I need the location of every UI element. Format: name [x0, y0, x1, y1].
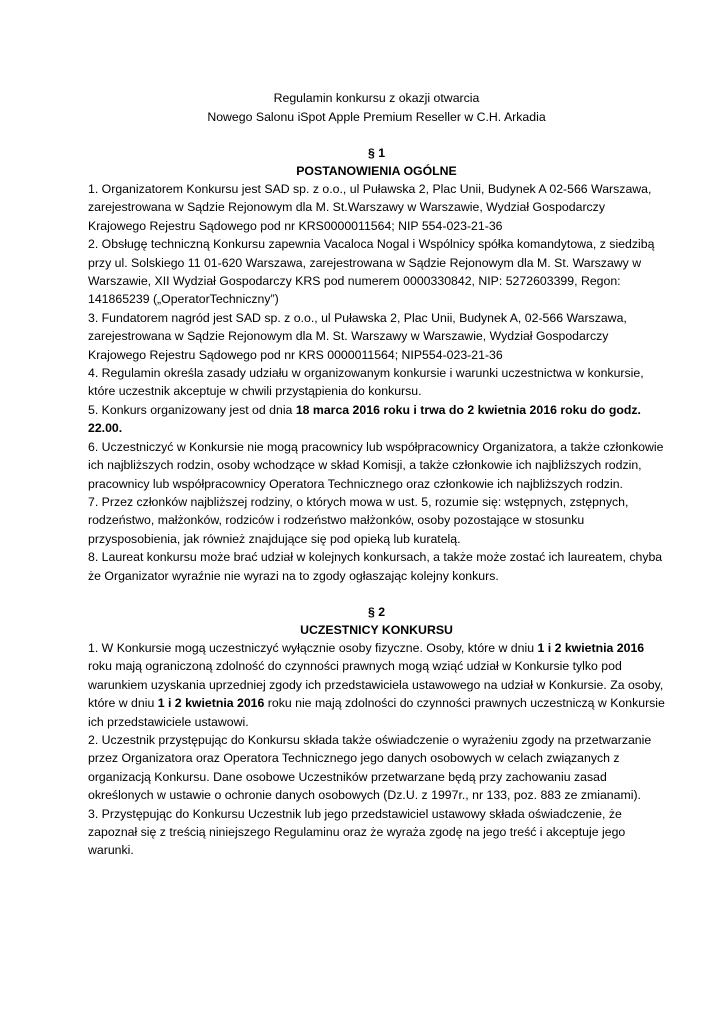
paragraph-text: roku mają ograniczoną zdolność do czynności prawnych mogą wziąć udział w Konkursie tylko pod warunkiem uzyskania uprzedniej zgody ich przedstawiciela ustawowego na udział w Konkursie. Za osoby, które w dniu — [88, 659, 664, 711]
section-1-heading: POSTANOWIENIA OGÓLNE — [296, 164, 457, 178]
section-1-paragraph-3: 3. Fundatorem nagród jest SAD sp. z o.o., ul Puławska 2, Plac Unii, Budynek A, 02-566 Warszawa, zarejestrowana w Sądzie Rejonowym dla M. St. Warszawy w Warszawie, Wydział Gospodarczy Krajowego Rejestru Sądowego pod nr KRS 0000011564; NIP554-023-21-36 — [88, 310, 627, 362]
section-1-number: § 1 — [367, 146, 386, 160]
section-1-paragraph-5 — [88, 401, 665, 438]
section-1-paragraph-2: 2. Obsługę techniczną Konkursu zapewnia Vacaloca Nogal i Wspólnicy spółka komandytowa, z siedzibą przy ul. Solskiego 11 01-620 Warszawa, zarejestrowana w Sądzie Rejonowym dla M. St. Warszawy w Warszawie, XII Wydział Gospodarczy KRS pod numerem 0000330842, NIP: 5272603399, Regon: 141865239 („OperatorTechniczny”) — [88, 237, 655, 307]
title-line-1: Regulamin konkursu z okazji otwarcia — [273, 91, 480, 105]
paragraph-text: roku nie mają zdolności do czynności prawnych uczestniczą w Konkursie ich przedstawiciele ustawowi. — [88, 696, 665, 729]
date-bold: 1 i 2 kwietnia 2016 — [537, 640, 645, 655]
date-bold: 1 i 2 kwietnia 2016 — [157, 696, 265, 711]
paragraph-5-text: 5. Konkurs organizowany jest od dnia — [88, 402, 296, 417]
section-1 — [88, 144, 665, 585]
paragraph-text: 1. W Konkursie mogą uczestniczyć wyłącznie osoby fizyczne. Osoby, które w dniu — [88, 640, 538, 655]
contest-dates: 18 marca 2016 roku i trwa do 2 kwietnia 2016 roku do godz. 22.00. — [88, 402, 641, 436]
section-2-number: § 2 — [367, 604, 386, 619]
section-2 — [88, 603, 665, 860]
document-title — [88, 89, 665, 126]
section-2-paragraph-3: 3. Przystępując do Konkursu Uczestnik lub jego przedstawiciel ustawowy składa oświadczenie, że zapoznał się z treścią niniejszego Regulaminu oraz że wyraża zgodę na jego treść i akceptuje jego warunki. — [88, 806, 626, 858]
section-1-paragraph-1: 1. Organizatorem Konkursu jest SAD sp. z o.o., ul Puławska 2, Plac Unii, Budynek A 02-566 Warszawa, zarejestrowana w Sądzie Rejonowym dla M. St.Warszawy w Warszawie, Wydział Gospodarczy Krajowego Rejestru Sądowego pod nr KRS0000011564; NIP 554-023-21-36 — [88, 182, 652, 233]
section-2-heading: UCZESTNICY KONKURSU — [300, 622, 453, 637]
title-line-2: Nowego Salonu iSpot Apple Premium Reseller w C.H. Arkadia — [207, 109, 546, 124]
section-1-paragraph-8: 8. Laureat konkursu może brać udział w kolejnych konkursach, a także może zostać ich laureatem, chyba że Organizator wyraźnie nie wyrazi na to zgody ogłaszając kolejny konkurs. — [88, 550, 663, 583]
section-2-paragraph-2: 2. Uczestnik przystępując do Konkursu składa także oświadczenie o wyrażeniu zgody na przetwarzanie przez Organizatora oraz Operatora Technicznego jego danych osobowych w celach związanych z organizacją Konkursu. Dane osobowe Uczestników przetwarzane będą przy zachowaniu zasad określonych w ustawie o ochronie danych osobowych (Dz.U. z 1997r., nr 133, poz. 883 ze zmianami). — [88, 732, 652, 803]
section-1-paragraph-4: 4. Regulamin określa zasady udziału w organizowanym konkursie i warunki uczestnictwa w konkursie, które uczestnik akceptuje w chwili przystąpienia do konkursu. — [88, 366, 644, 399]
section-1-paragraph-7: 7. Przez członków najbliższej rodziny, o których mowa w ust. 5, rozumie się: wstępnych, zstępnych, rodzeństwo, małżonków, rodziców i rodzeństwo małżonków, osoby pozostające w stosunku przysposobienia, jak również znajdujące się pod opieką lub kuratelą. — [88, 494, 629, 546]
section-2-paragraph-1 — [88, 639, 665, 731]
section-1-paragraph-6: 6. Uczestniczyć w Konkursie nie mogą pracownicy lub współpracownicy Organizatora, a także członkowie ich najbliższych rodzin, osoby wchodzące w skład Komisji, a także członkowie ich najbliższych rodzin, pracownicy lub współpracownicy Operatora Technicznego oraz członkowie ich najbliższych rodzin. — [88, 439, 664, 491]
